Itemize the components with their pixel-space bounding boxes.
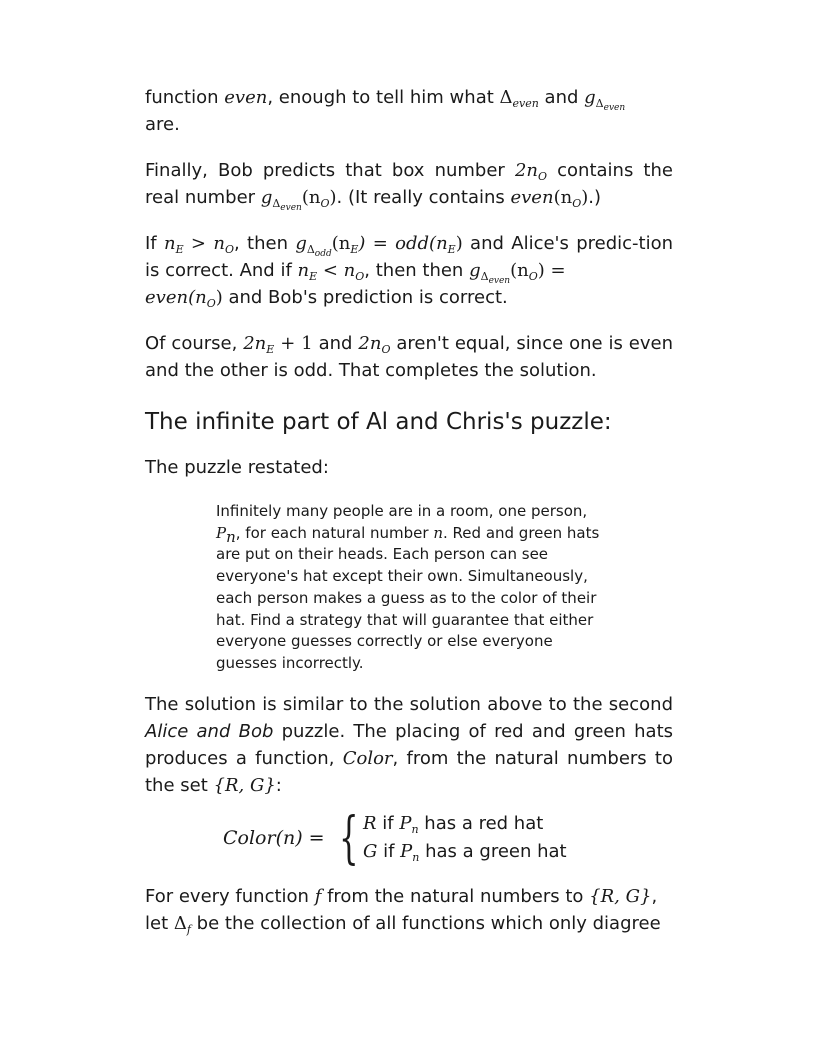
document-page	[145, 84, 673, 937]
equation-case-red: R if $P_n$ has a red hat	[363, 812, 544, 836]
equation-lhs: Color(n) =	[223, 826, 325, 849]
paragraph-1: function even, enough to tell him what $\Delta_{even}$ and $g_{\Delta_{even}}$ are.	[145, 87, 626, 135]
paragraph-5: The solution is similar to the solution above to the second Alice and Bob puzzle. The placing of red and green hats produces a function, Color, from the natural numbers to the set {R, G}:	[145, 693, 674, 796]
color-function-equation	[145, 805, 673, 871]
puzzle-restated-label: The puzzle restated:	[145, 457, 329, 478]
paragraph-4: Of course, $2n_E + 1$ and $2n_O$ aren't equal, since one is even and the other is odd. That completes the solution.	[145, 333, 673, 381]
paragraph-3: If $n_E > n_O$, then $g_{\Delta_{odd}}(n_E) = odd(n_E)$ and Alice's predic-tion is correct. And if $n_E < n_O$, then then $g_{\Delta_{even}}(n_O)$ = $even(n_O)$ and Bob's prediction is correct.	[145, 233, 673, 310]
paragraph-2: Finally, Bob predicts that box number $2n_O$ contains the real number $g_{\Delta_{even}}(n_O)$. (It really contains $even(n_O)$.)	[145, 160, 673, 213]
section-heading: The infinite part of Al and Chris's puzzle:	[145, 409, 612, 435]
equation-case-green: G if $P_n$ has a green hat	[363, 840, 567, 864]
paragraph-6: For every function f from the natural numbers to {R, G}, let $\Delta_f$ be the collection of all functions which only diagree	[145, 885, 661, 936]
puzzle-quote: Infinitely many people are in a room, one person, $P_n$, for each natural number n. Red and green hats are put on their heads. Each person can see everyone's hat except their own. Simultaneously, each person makes a guess as to the color of their hat. Find a strategy that will guarantee that either everyone guesses correctly or else everyone guesses incorrectly.	[216, 502, 600, 672]
cases-brace: {	[339, 805, 359, 871]
